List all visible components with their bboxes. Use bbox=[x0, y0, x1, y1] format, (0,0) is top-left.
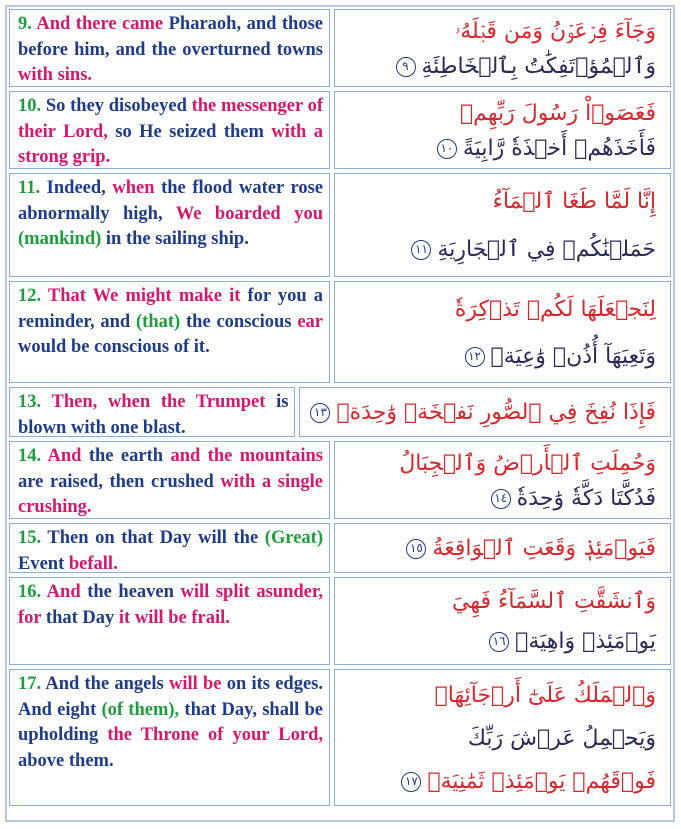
verse-row-12 bbox=[9, 281, 671, 383]
translation-text bbox=[18, 446, 323, 517]
translation-segment: and the mountains bbox=[170, 446, 323, 466]
arabic-cell bbox=[299, 387, 671, 437]
arabic-line bbox=[345, 133, 656, 165]
translation-text bbox=[18, 286, 323, 357]
verse-number: 16. bbox=[18, 582, 42, 602]
arabic-line bbox=[345, 483, 656, 515]
arabic-text: وَيَحۡمِلُ عَرۡشَ رَبِّكَ bbox=[467, 725, 656, 751]
arabic-line bbox=[345, 341, 656, 373]
arabic-text: وَٱنشَقَّتِ ٱلسَّمَآءُ فَهِيَ bbox=[452, 589, 656, 615]
arabic-cell bbox=[334, 577, 671, 665]
arabic-line bbox=[345, 448, 656, 480]
translation-segment: would be conscious of it. bbox=[18, 337, 210, 357]
verse-row-16 bbox=[9, 577, 671, 665]
arabic-line bbox=[345, 16, 656, 48]
translation-segment: Indeed, bbox=[40, 178, 113, 198]
arabic-cell bbox=[334, 669, 671, 806]
translation-segment: is blown with one blast. bbox=[18, 392, 289, 438]
translation-cell bbox=[9, 387, 295, 437]
arabic-line bbox=[345, 626, 656, 658]
arabic-text: لِنَجۡعَلَهَا لَكُمۡ تَذۡكِرَةٗ bbox=[454, 296, 656, 322]
translation-text bbox=[18, 96, 323, 167]
translation-segment: So they disobeyed bbox=[41, 96, 192, 116]
translation-cell bbox=[9, 523, 330, 573]
translation-segment: Pharaoh, and those before him, and the overturned towns bbox=[18, 14, 324, 60]
translation-segment: And bbox=[41, 582, 88, 602]
verse-number: 9. bbox=[18, 14, 32, 34]
translation-cell bbox=[9, 441, 330, 519]
verse-row-15 bbox=[9, 523, 671, 573]
translation-segment: on its edges. And eight bbox=[18, 674, 324, 720]
verse-row-13 bbox=[9, 387, 671, 437]
translation-cell bbox=[9, 669, 330, 806]
arabic-line bbox=[345, 234, 656, 266]
translation-segment: so He seized them bbox=[115, 121, 272, 142]
translation-segment: (that) bbox=[136, 311, 186, 332]
translation-segment: when bbox=[112, 178, 162, 198]
translation-segment: And the angels bbox=[41, 674, 169, 694]
arabic-text: فَأَخَذَهُمۡ أَخۡذَةٗ رَّابِيَةً bbox=[462, 135, 656, 161]
translation-segment: that Day, shall be upholding bbox=[18, 699, 323, 745]
ayah-number-icon: ١٢ bbox=[465, 347, 485, 367]
arabic-text: وَتَعِيَهَآ أُذُنٞ وَٰعِيَةٞ bbox=[490, 343, 656, 369]
ayah-number-icon: ١٧ bbox=[401, 772, 421, 792]
arabic-line bbox=[345, 51, 656, 83]
ayah-number-icon: ١٤ bbox=[491, 489, 511, 509]
translation-segment: (Great) bbox=[264, 528, 323, 548]
translation-segment: with a single crushing. bbox=[18, 471, 323, 517]
verse-row-10 bbox=[9, 91, 671, 169]
verse-number: 13. bbox=[18, 392, 42, 412]
verse-table bbox=[5, 5, 675, 822]
arabic-line bbox=[345, 723, 656, 755]
translation-segment: And there came bbox=[31, 14, 169, 34]
arabic-cell bbox=[334, 441, 671, 519]
translation-cell bbox=[9, 91, 330, 169]
ayah-number-icon: ١٠ bbox=[437, 139, 457, 159]
arabic-text: وَٱلۡمَلَكُ عَلَىٰٓ أَرۡجَآئِهَاۚ bbox=[434, 682, 656, 708]
arabic-line bbox=[345, 186, 656, 218]
translation-segment: in the sailing ship. bbox=[105, 229, 249, 249]
arabic-text: فَإِذَا نُفِخَ فِي ٱلصُّورِ نَفۡخَةٞ وَٰحِدَةٞ bbox=[336, 400, 656, 426]
translation-segment: for you a reminder, and bbox=[18, 286, 324, 332]
verse-number: 12. bbox=[18, 286, 42, 306]
arabic-text: يَوۡمَئِذٖ وَاهِيَةٞ bbox=[515, 629, 656, 655]
translation-segment: that Day bbox=[45, 607, 119, 628]
translation-segment: the conscious bbox=[186, 311, 298, 332]
arabic-line bbox=[345, 586, 656, 618]
translation-text bbox=[18, 582, 323, 628]
translation-segment: are raised, then crushed bbox=[18, 471, 221, 492]
translation-segment: it will be frail. bbox=[118, 607, 230, 628]
translation-segment: Event bbox=[18, 553, 69, 574]
arabic-cell bbox=[334, 9, 671, 87]
verse-number: 17. bbox=[18, 674, 42, 694]
arabic-text: وَجَآءَ فِرۡعَوۡنُ وَمَن قَبۡلَهُۥ bbox=[454, 18, 656, 44]
verse-number: 11. bbox=[18, 178, 41, 198]
translation-segment: befall. bbox=[68, 553, 118, 574]
verse-row-11 bbox=[9, 173, 671, 277]
verse-number: 14. bbox=[18, 446, 42, 466]
verse-list bbox=[9, 9, 671, 818]
translation-segment: with a strong grip. bbox=[18, 121, 323, 167]
translation-segment: (of them), bbox=[101, 699, 185, 720]
arabic-cell bbox=[334, 523, 671, 573]
translation-segment: We boarded you bbox=[175, 203, 323, 224]
arabic-line bbox=[345, 294, 656, 326]
ayah-number-icon: ١٥ bbox=[406, 539, 426, 559]
translation-segment: with sins. bbox=[18, 65, 93, 85]
translation-segment: ear bbox=[297, 311, 323, 332]
arabic-text: وَٱلۡمُؤۡتَفِكَٰتُ بِٱلۡخَاطِئَةِ bbox=[421, 53, 656, 79]
arabic-cell bbox=[334, 91, 671, 169]
verse-row-14 bbox=[9, 441, 671, 519]
translation-segment: the messenger of their Lord, bbox=[18, 96, 323, 142]
ayah-number-icon: ١١ bbox=[411, 240, 431, 260]
verse-row-17 bbox=[9, 669, 671, 806]
translation-segment: the flood water rose abnormally high, bbox=[18, 178, 323, 224]
translation-text bbox=[18, 178, 323, 249]
ayah-number-icon: ١٦ bbox=[489, 632, 509, 652]
translation-cell bbox=[9, 577, 330, 665]
translation-segment: Then on that Day will the bbox=[41, 528, 265, 548]
arabic-cell bbox=[334, 173, 671, 277]
arabic-text: وَحُمِلَتِ ٱلۡأَرۡضُ وَٱلۡجِبَالُ bbox=[399, 450, 656, 476]
arabic-line bbox=[345, 533, 656, 565]
verse-number: 10. bbox=[18, 96, 42, 116]
translation-segment: Then, when the Trumpet bbox=[41, 392, 277, 412]
translation-segment: the heaven bbox=[87, 582, 181, 602]
translation-text bbox=[18, 528, 323, 574]
translation-text bbox=[18, 674, 323, 771]
arabic-text: فَوۡقَهُمۡ يَوۡمَئِذٖ ثَمَٰنِيَةٞ bbox=[427, 768, 656, 794]
translation-segment: (mankind) bbox=[18, 229, 106, 249]
arabic-text: إِنَّا لَمَّا طَغَا ٱلۡمَآءُ bbox=[492, 189, 656, 215]
translation-segment: the earth bbox=[88, 446, 171, 466]
translation-segment: the Throne of your Lord, bbox=[107, 725, 323, 745]
arabic-line bbox=[345, 680, 656, 712]
translation-segment: will be bbox=[168, 674, 227, 694]
arabic-text: فَدُكَّتَا دَكَّةٗ وَٰحِدَةٗ bbox=[516, 485, 656, 511]
translation-segment: That We might make it bbox=[41, 286, 248, 306]
translation-segment: will split asunder, for bbox=[18, 582, 323, 628]
arabic-cell bbox=[334, 281, 671, 383]
translation-cell bbox=[9, 173, 330, 277]
arabic-line bbox=[310, 397, 656, 429]
translation-text bbox=[18, 14, 323, 85]
translation-text bbox=[18, 392, 288, 438]
arabic-text: فَيَوۡمَئِذٖ وَقَعَتِ ٱلۡوَاقِعَةُ bbox=[432, 536, 656, 562]
translation-segment: And bbox=[41, 446, 89, 466]
ayah-number-icon: ٩ bbox=[396, 57, 416, 77]
translation-cell bbox=[9, 281, 330, 383]
translation-cell bbox=[9, 9, 330, 87]
arabic-line bbox=[345, 766, 656, 798]
arabic-line bbox=[345, 98, 656, 130]
arabic-text: فَعَصَوۡاْ رَسُولَ رَبِّهِمۡ bbox=[459, 100, 656, 126]
verse-row-9 bbox=[9, 9, 671, 87]
arabic-text: حَمَلۡنَٰكُمۡ فِي ٱلۡجَارِيَةِ bbox=[437, 237, 656, 263]
ayah-number-icon: ١٣ bbox=[310, 403, 330, 423]
translation-segment: above them. bbox=[18, 750, 114, 771]
verse-number: 15. bbox=[18, 528, 42, 548]
